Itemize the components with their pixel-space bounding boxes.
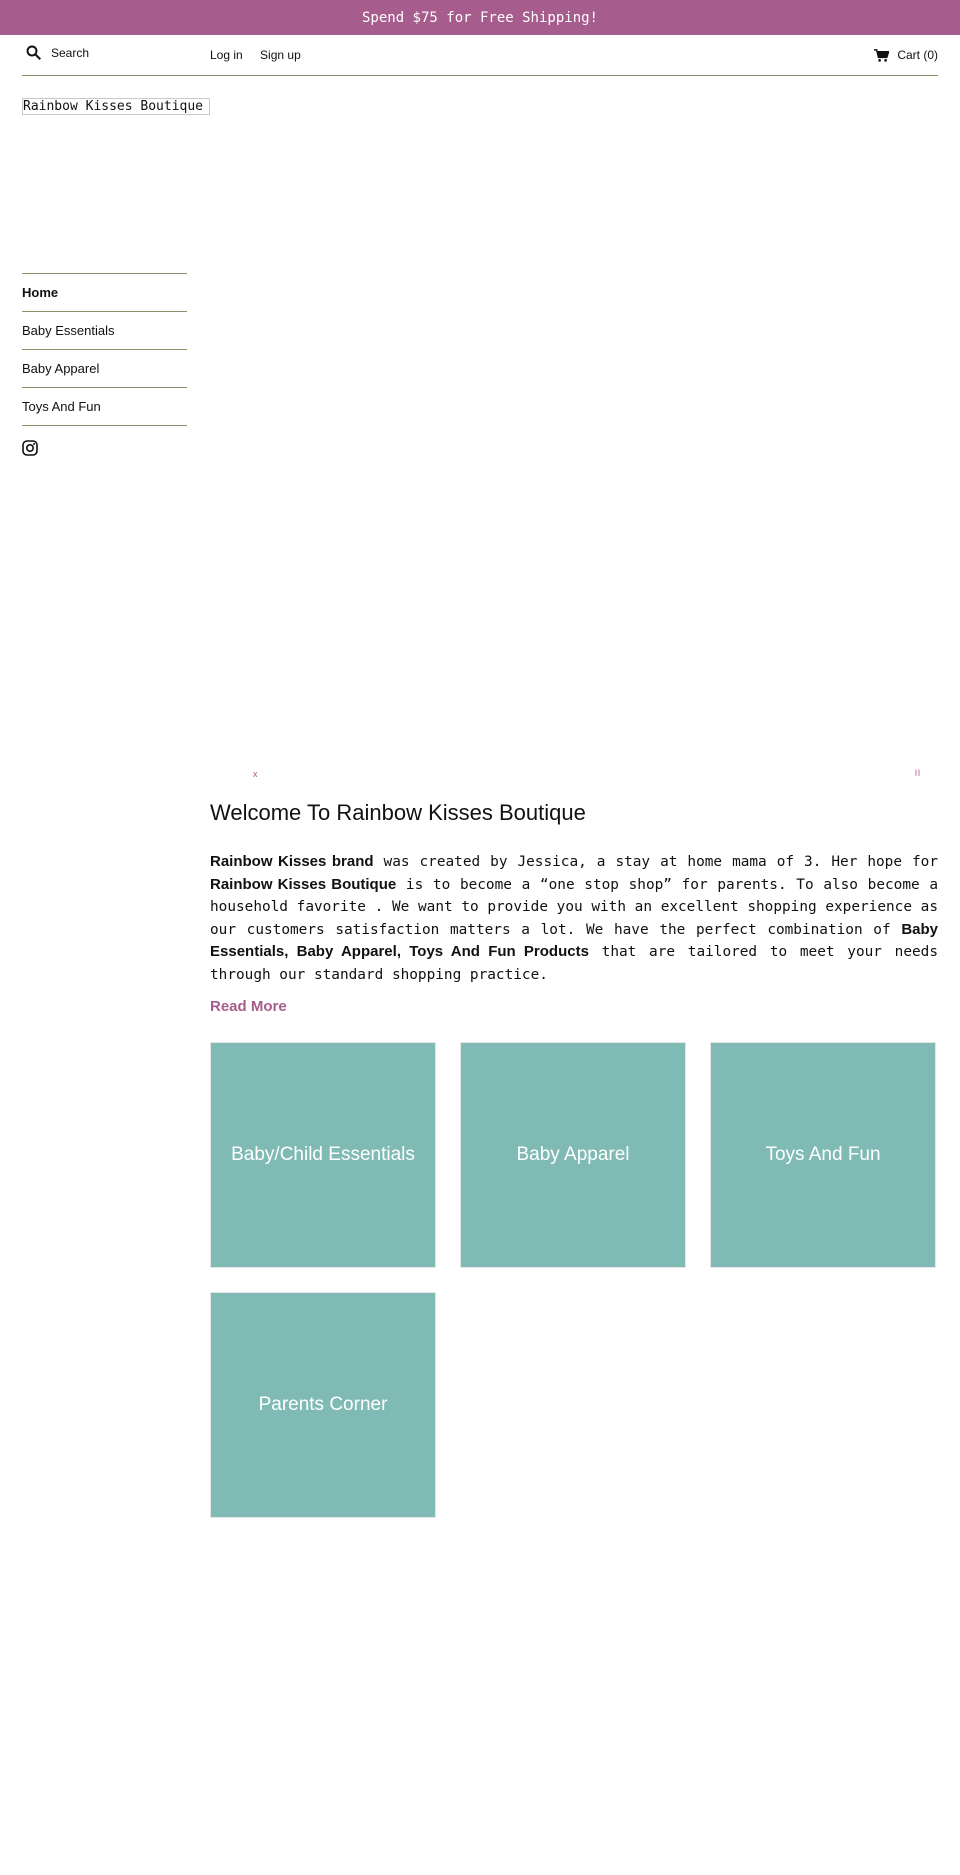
welcome-heading: Welcome To Rainbow Kisses Boutique bbox=[210, 800, 586, 825]
signup-link[interactable]: Sign up bbox=[260, 48, 301, 62]
collection-title: Baby Apparel bbox=[516, 1144, 630, 1165]
slideshow-pause-control[interactable]: ll bbox=[915, 768, 921, 778]
nav-item-baby-apparel[interactable]: Baby Apparel bbox=[22, 349, 187, 387]
intro-text: was created by Jessica, a stay at home mama of 3. Her hope for bbox=[373, 854, 938, 870]
login-link[interactable]: Log in bbox=[210, 48, 243, 62]
collection-tile-baby-child-essentials[interactable] bbox=[210, 1042, 436, 1268]
read-more-link[interactable]: Read More bbox=[210, 998, 287, 1015]
announcement-text: Spend $75 for Free Shipping! bbox=[361, 9, 598, 26]
collection-tile-parents-corner[interactable] bbox=[210, 1292, 436, 1518]
header-bar bbox=[22, 35, 938, 76]
nav-item-baby-essentials[interactable]: Baby Essentials bbox=[22, 311, 187, 349]
account-links bbox=[210, 48, 315, 62]
slideshow-prev-control[interactable]: x bbox=[253, 769, 258, 779]
intro-text: that are tailored to meet your needs through our standard shopping practice. bbox=[210, 944, 938, 983]
category-names: Baby Essentials, Baby Apparel, Toys And Fun Products bbox=[210, 920, 938, 960]
instagram-icon[interactable] bbox=[22, 440, 38, 461]
welcome-text bbox=[210, 851, 938, 986]
collection-tile-baby-apparel[interactable] bbox=[460, 1042, 686, 1268]
cart-icon bbox=[874, 49, 889, 62]
search-form bbox=[26, 45, 191, 60]
collection-title: Baby/Child Essentials bbox=[231, 1144, 415, 1165]
store-name: Rainbow Kisses Boutique bbox=[210, 875, 397, 893]
cart-label: Cart (0) bbox=[897, 48, 938, 62]
brand-name: Rainbow Kisses brand bbox=[210, 853, 374, 870]
intro-text: is to become a “one stop shop” for parents. To also become a household favorite . We want to provide you with an excellent shopping experience as our customers satisfaction matters a lot. We have the perfect combination of bbox=[210, 876, 938, 938]
collection-title: Toys And Fun bbox=[765, 1144, 881, 1165]
nav-item-home[interactable]: Home bbox=[22, 273, 187, 311]
nav-divider bbox=[22, 425, 187, 426]
cart-link[interactable] bbox=[874, 48, 938, 62]
announcement-bar bbox=[0, 0, 960, 35]
sidebar-nav bbox=[22, 273, 187, 426]
nav-item-toys-and-fun[interactable]: Toys And Fun bbox=[22, 387, 187, 425]
collection-title: Parents Corner bbox=[258, 1394, 388, 1415]
search-input[interactable] bbox=[51, 46, 191, 60]
collection-tile-toys-and-fun[interactable] bbox=[710, 1042, 936, 1268]
search-icon[interactable] bbox=[26, 45, 41, 60]
site-logo[interactable]: Rainbow Kisses Boutique bbox=[22, 98, 210, 115]
